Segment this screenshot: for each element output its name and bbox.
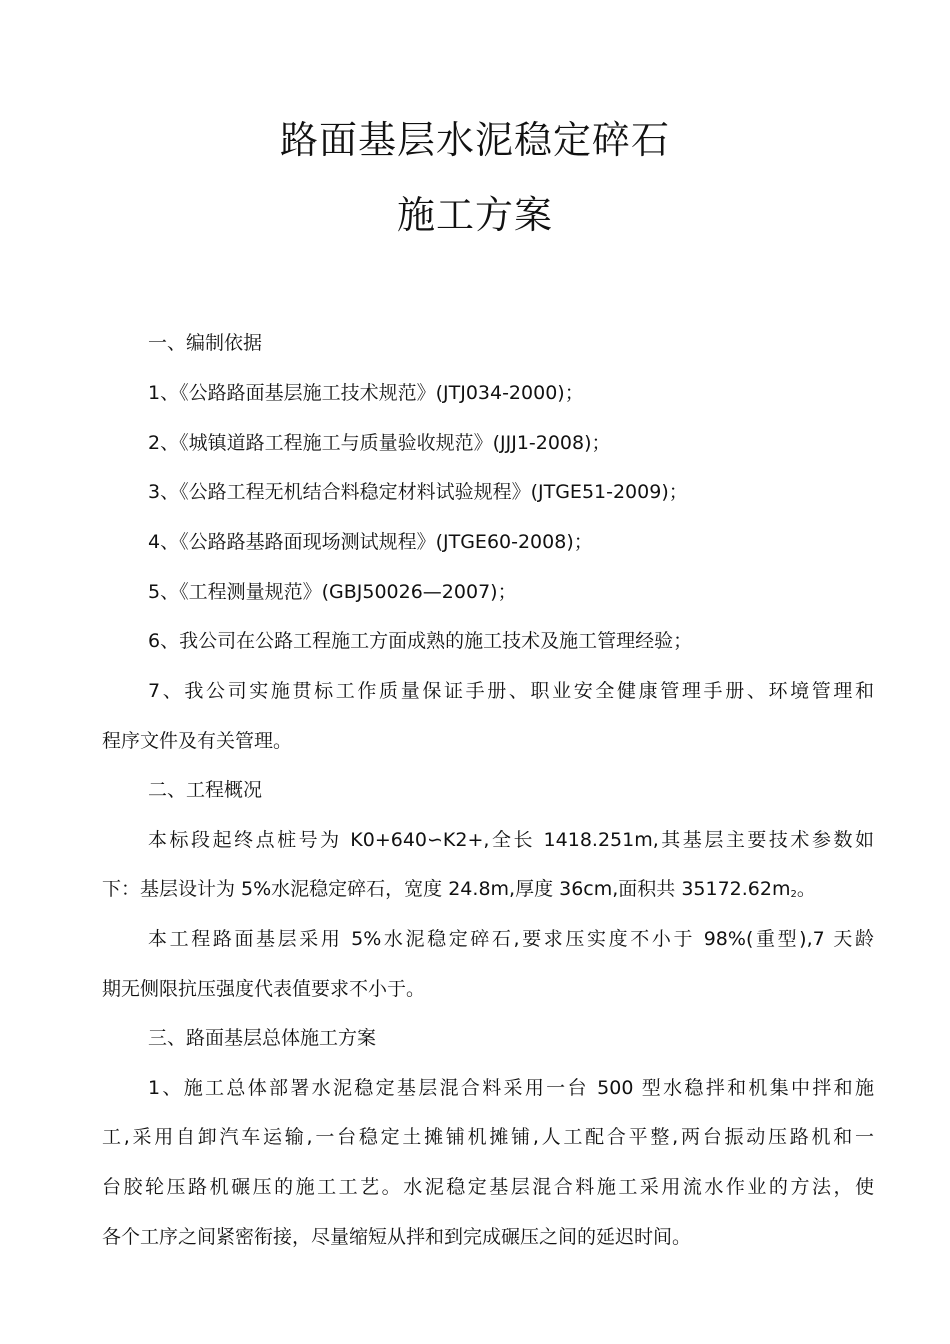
overview-paragraph-1-line-2 xyxy=(102,874,874,910)
plan-paragraph-line-3: 台胶轮压路机碾压的施工工艺。水泥稳定基层混合料施工采用流水作业的方法，使 xyxy=(102,1176,874,1198)
basis-item-2: 2、《城镇道路工程施工与质量验收规范》(JJJ1-2008)； xyxy=(148,432,611,454)
basis-item-1: 1、《公路路面基层施工技术规范》(JTJ034-2000)； xyxy=(148,382,584,404)
overview-paragraph-1-line-2-end: 。 xyxy=(796,878,816,900)
plan-paragraph-line-1: 1、施工总体部署水泥稳定基层混合料采用一台 500 型水稳拌和机集中拌和施 xyxy=(148,1077,874,1099)
basis-item-5: 5、《工程测量规范》(GBJ50026—2007)； xyxy=(148,581,517,603)
section-heading-general-plan: 三、路面基层总体施工方案 xyxy=(148,1027,377,1049)
area-unit-superscript: 2 xyxy=(790,889,797,900)
overview-paragraph-2-line-2: 期无侧限抗压强度代表值要求不小于。 xyxy=(102,978,426,1000)
section-heading-overview: 二、工程概况 xyxy=(148,779,263,801)
document-title-line-1: 路面基层水泥稳定碎石 xyxy=(279,118,670,162)
basis-item-7-line-2: 程序文件及有关管理。 xyxy=(102,730,293,752)
basis-item-7-line-1: 7、我公司实施贯标工作质量保证手册、职业安全健康管理手册、环境管理和 xyxy=(148,680,874,702)
basis-item-3: 3、《公路工程无机结合料稳定材料试验规程》(JTGE51-2009)； xyxy=(148,481,688,503)
document-title-line-2: 施工方案 xyxy=(396,193,553,237)
overview-paragraph-2-line-1: 本工程路面基层采用 5%水泥稳定碎石,要求压实度不小于 98%(重型),7 天龄 xyxy=(148,928,874,950)
basis-item-6: 6、我公司在公路工程施工方面成熟的施工技术及施工管理经验； xyxy=(148,630,693,652)
plan-paragraph-line-2: 工,采用自卸汽车运输,一台稳定土摊铺机摊铺,人工配合平整,两台振动压路机和一 xyxy=(102,1126,874,1148)
overview-paragraph-1-line-1: 本标段起终点桩号为 K0+640∽K2+,全长 1418.251m,其基层主要技术参数如 xyxy=(148,829,874,851)
section-heading-basis: 一、编制依据 xyxy=(148,332,263,354)
plan-paragraph-line-4: 各个工序之间紧密衔接，尽量缩短从拌和到完成碾压之间的延迟时间。 xyxy=(102,1226,692,1248)
overview-paragraph-1-line-2-text: 下：基层设计为 5%水泥稳定碎石，宽度 24.8m,厚度 36cm,面积共 35172.62m xyxy=(102,878,791,900)
basis-item-4: 4、《公路路基路面现场测试规程》(JTGE60-2008)； xyxy=(148,531,593,553)
